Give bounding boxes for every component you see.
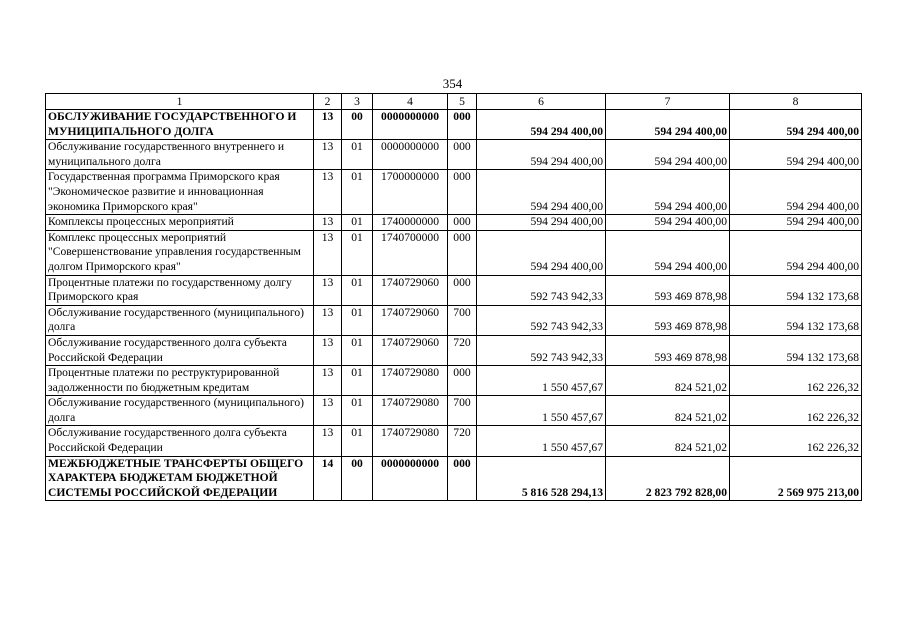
- row-expense: 000: [448, 170, 477, 215]
- row-target: 1740729060: [373, 335, 448, 365]
- row-target: 1740700000: [373, 230, 448, 275]
- row-name: Процентные платежи по государственному долгу Приморского края: [46, 275, 314, 305]
- row-subsection: 01: [342, 140, 373, 170]
- row-amount-1: 1 550 457,67: [477, 366, 606, 396]
- row-amount-2: 594 294 400,00: [606, 230, 730, 275]
- row-name: Обслуживание государственного долга субъекта Российской Федерации: [46, 426, 314, 456]
- row-section: 13: [314, 426, 342, 456]
- row-subsection: 01: [342, 230, 373, 275]
- row-section: 13: [314, 275, 342, 305]
- row-amount-2: 594 294 400,00: [606, 215, 730, 231]
- row-amount-1: 594 294 400,00: [477, 170, 606, 215]
- row-expense: 000: [448, 140, 477, 170]
- row-amount-3: 594 294 400,00: [730, 170, 862, 215]
- row-subsection: 01: [342, 305, 373, 335]
- row-amount-1: 594 294 400,00: [477, 140, 606, 170]
- row-target: 0000000000: [373, 140, 448, 170]
- row-section: 13: [314, 396, 342, 426]
- row-amount-3: 2 569 975 213,00: [730, 456, 862, 501]
- header-col-7: 7: [606, 94, 730, 110]
- row-section: 13: [314, 335, 342, 365]
- row-name: ОБСЛУЖИВАНИЕ ГОСУДАРСТВЕННОГО И МУНИЦИПАЛЬНОГО ДОЛГА: [46, 110, 314, 140]
- row-section: 13: [314, 170, 342, 215]
- row-target: 0000000000: [373, 110, 448, 140]
- row-target: 1740729080: [373, 426, 448, 456]
- table-row: [46, 456, 862, 501]
- row-section: 13: [314, 305, 342, 335]
- header-col-2: 2: [314, 94, 342, 110]
- row-subsection: 01: [342, 396, 373, 426]
- row-expense: 720: [448, 335, 477, 365]
- row-section: 14: [314, 456, 342, 501]
- table-row: [46, 110, 862, 140]
- table-row: [46, 396, 862, 426]
- row-expense: 000: [448, 275, 477, 305]
- row-amount-2: 593 469 878,98: [606, 305, 730, 335]
- row-subsection: 00: [342, 456, 373, 501]
- row-name: Комплексы процессных мероприятий: [46, 215, 314, 231]
- row-amount-2: 2 823 792 828,00: [606, 456, 730, 501]
- row-name: Обслуживание государственного (муниципального) долга: [46, 396, 314, 426]
- row-amount-3: 594 132 173,68: [730, 335, 862, 365]
- row-expense: 000: [448, 110, 477, 140]
- row-amount-2: 594 294 400,00: [606, 140, 730, 170]
- row-amount-2: 824 521,02: [606, 426, 730, 456]
- row-expense: 700: [448, 396, 477, 426]
- row-section: 13: [314, 110, 342, 140]
- row-target: 1700000000: [373, 170, 448, 215]
- row-target: 1740729080: [373, 396, 448, 426]
- table-row: [46, 215, 862, 231]
- header-col-8: 8: [730, 94, 862, 110]
- row-amount-2: 824 521,02: [606, 396, 730, 426]
- table-row: [46, 335, 862, 365]
- row-amount-3: 594 132 173,68: [730, 305, 862, 335]
- row-expense: 000: [448, 366, 477, 396]
- row-expense: 000: [448, 230, 477, 275]
- row-section: 13: [314, 215, 342, 231]
- row-expense: 700: [448, 305, 477, 335]
- row-expense: 000: [448, 215, 477, 231]
- row-target: 1740729060: [373, 275, 448, 305]
- row-subsection: 00: [342, 110, 373, 140]
- row-name: Обслуживание государственного (муниципального) долга: [46, 305, 314, 335]
- row-section: 13: [314, 140, 342, 170]
- header-col-1: 1: [46, 94, 314, 110]
- row-amount-2: 593 469 878,98: [606, 275, 730, 305]
- row-amount-2: 594 294 400,00: [606, 110, 730, 140]
- row-amount-3: 594 294 400,00: [730, 230, 862, 275]
- row-amount-3: 162 226,32: [730, 426, 862, 456]
- row-name: Обслуживание государственного внутреннего и муниципального долга: [46, 140, 314, 170]
- row-amount-3: 162 226,32: [730, 396, 862, 426]
- row-amount-3: 594 294 400,00: [730, 140, 862, 170]
- row-target: 1740000000: [373, 215, 448, 231]
- header-col-6: 6: [477, 94, 606, 110]
- row-amount-1: 1 550 457,67: [477, 396, 606, 426]
- row-amount-1: 1 550 457,67: [477, 426, 606, 456]
- row-amount-1: 592 743 942,33: [477, 275, 606, 305]
- row-name: Обслуживание государственного долга субъекта Российской Федерации: [46, 335, 314, 365]
- table-row: [46, 366, 862, 396]
- row-name: Процентные платежи по реструктурированной задолженности по бюджетным кредитам: [46, 366, 314, 396]
- row-expense: 720: [448, 426, 477, 456]
- row-amount-1: 594 294 400,00: [477, 230, 606, 275]
- row-amount-3: 594 132 173,68: [730, 275, 862, 305]
- row-amount-2: 824 521,02: [606, 366, 730, 396]
- row-subsection: 01: [342, 170, 373, 215]
- row-amount-3: 594 294 400,00: [730, 110, 862, 140]
- header-col-5: 5: [448, 94, 477, 110]
- row-amount-1: 594 294 400,00: [477, 110, 606, 140]
- row-amount-1: 592 743 942,33: [477, 305, 606, 335]
- row-amount-2: 594 294 400,00: [606, 170, 730, 215]
- row-amount-1: 594 294 400,00: [477, 215, 606, 231]
- table-row: [46, 140, 862, 170]
- table-row: [46, 426, 862, 456]
- table-row: [46, 305, 862, 335]
- row-expense: 000: [448, 456, 477, 501]
- table-header: [46, 94, 862, 110]
- row-name: Комплекс процессных мероприятий "Совершенствование управления государственным долгом Приморского края": [46, 230, 314, 275]
- header-col-4: 4: [373, 94, 448, 110]
- row-subsection: 01: [342, 426, 373, 456]
- row-amount-1: 592 743 942,33: [477, 335, 606, 365]
- table-row: [46, 170, 862, 215]
- row-target: 1740729080: [373, 366, 448, 396]
- row-section: 13: [314, 366, 342, 396]
- header-row: [46, 94, 862, 110]
- row-amount-2: 593 469 878,98: [606, 335, 730, 365]
- header-col-3: 3: [342, 94, 373, 110]
- budget-table: [45, 93, 862, 501]
- page-number: 354: [442, 76, 463, 91]
- table-row: [46, 275, 862, 305]
- table-body: [46, 110, 862, 501]
- table-row: [46, 230, 862, 275]
- row-target: 1740729060: [373, 305, 448, 335]
- row-subsection: 01: [342, 335, 373, 365]
- row-section: 13: [314, 230, 342, 275]
- row-subsection: 01: [342, 215, 373, 231]
- row-amount-3: 162 226,32: [730, 366, 862, 396]
- row-amount-3: 594 294 400,00: [730, 215, 862, 231]
- row-subsection: 01: [342, 366, 373, 396]
- row-name: МЕЖБЮДЖЕТНЫЕ ТРАНСФЕРТЫ ОБЩЕГО ХАРАКТЕРА БЮДЖЕТАМ БЮДЖЕТНОЙ СИСТЕМЫ РОССИЙСКОЙ ФЕДЕРАЦИИ: [46, 456, 314, 501]
- row-subsection: 01: [342, 275, 373, 305]
- row-name: Государственная программа Приморского края "Экономическое развитие и инновационная экономика Приморского края": [46, 170, 314, 215]
- row-amount-1: 5 816 528 294,13: [477, 456, 606, 501]
- row-target: 0000000000: [373, 456, 448, 501]
